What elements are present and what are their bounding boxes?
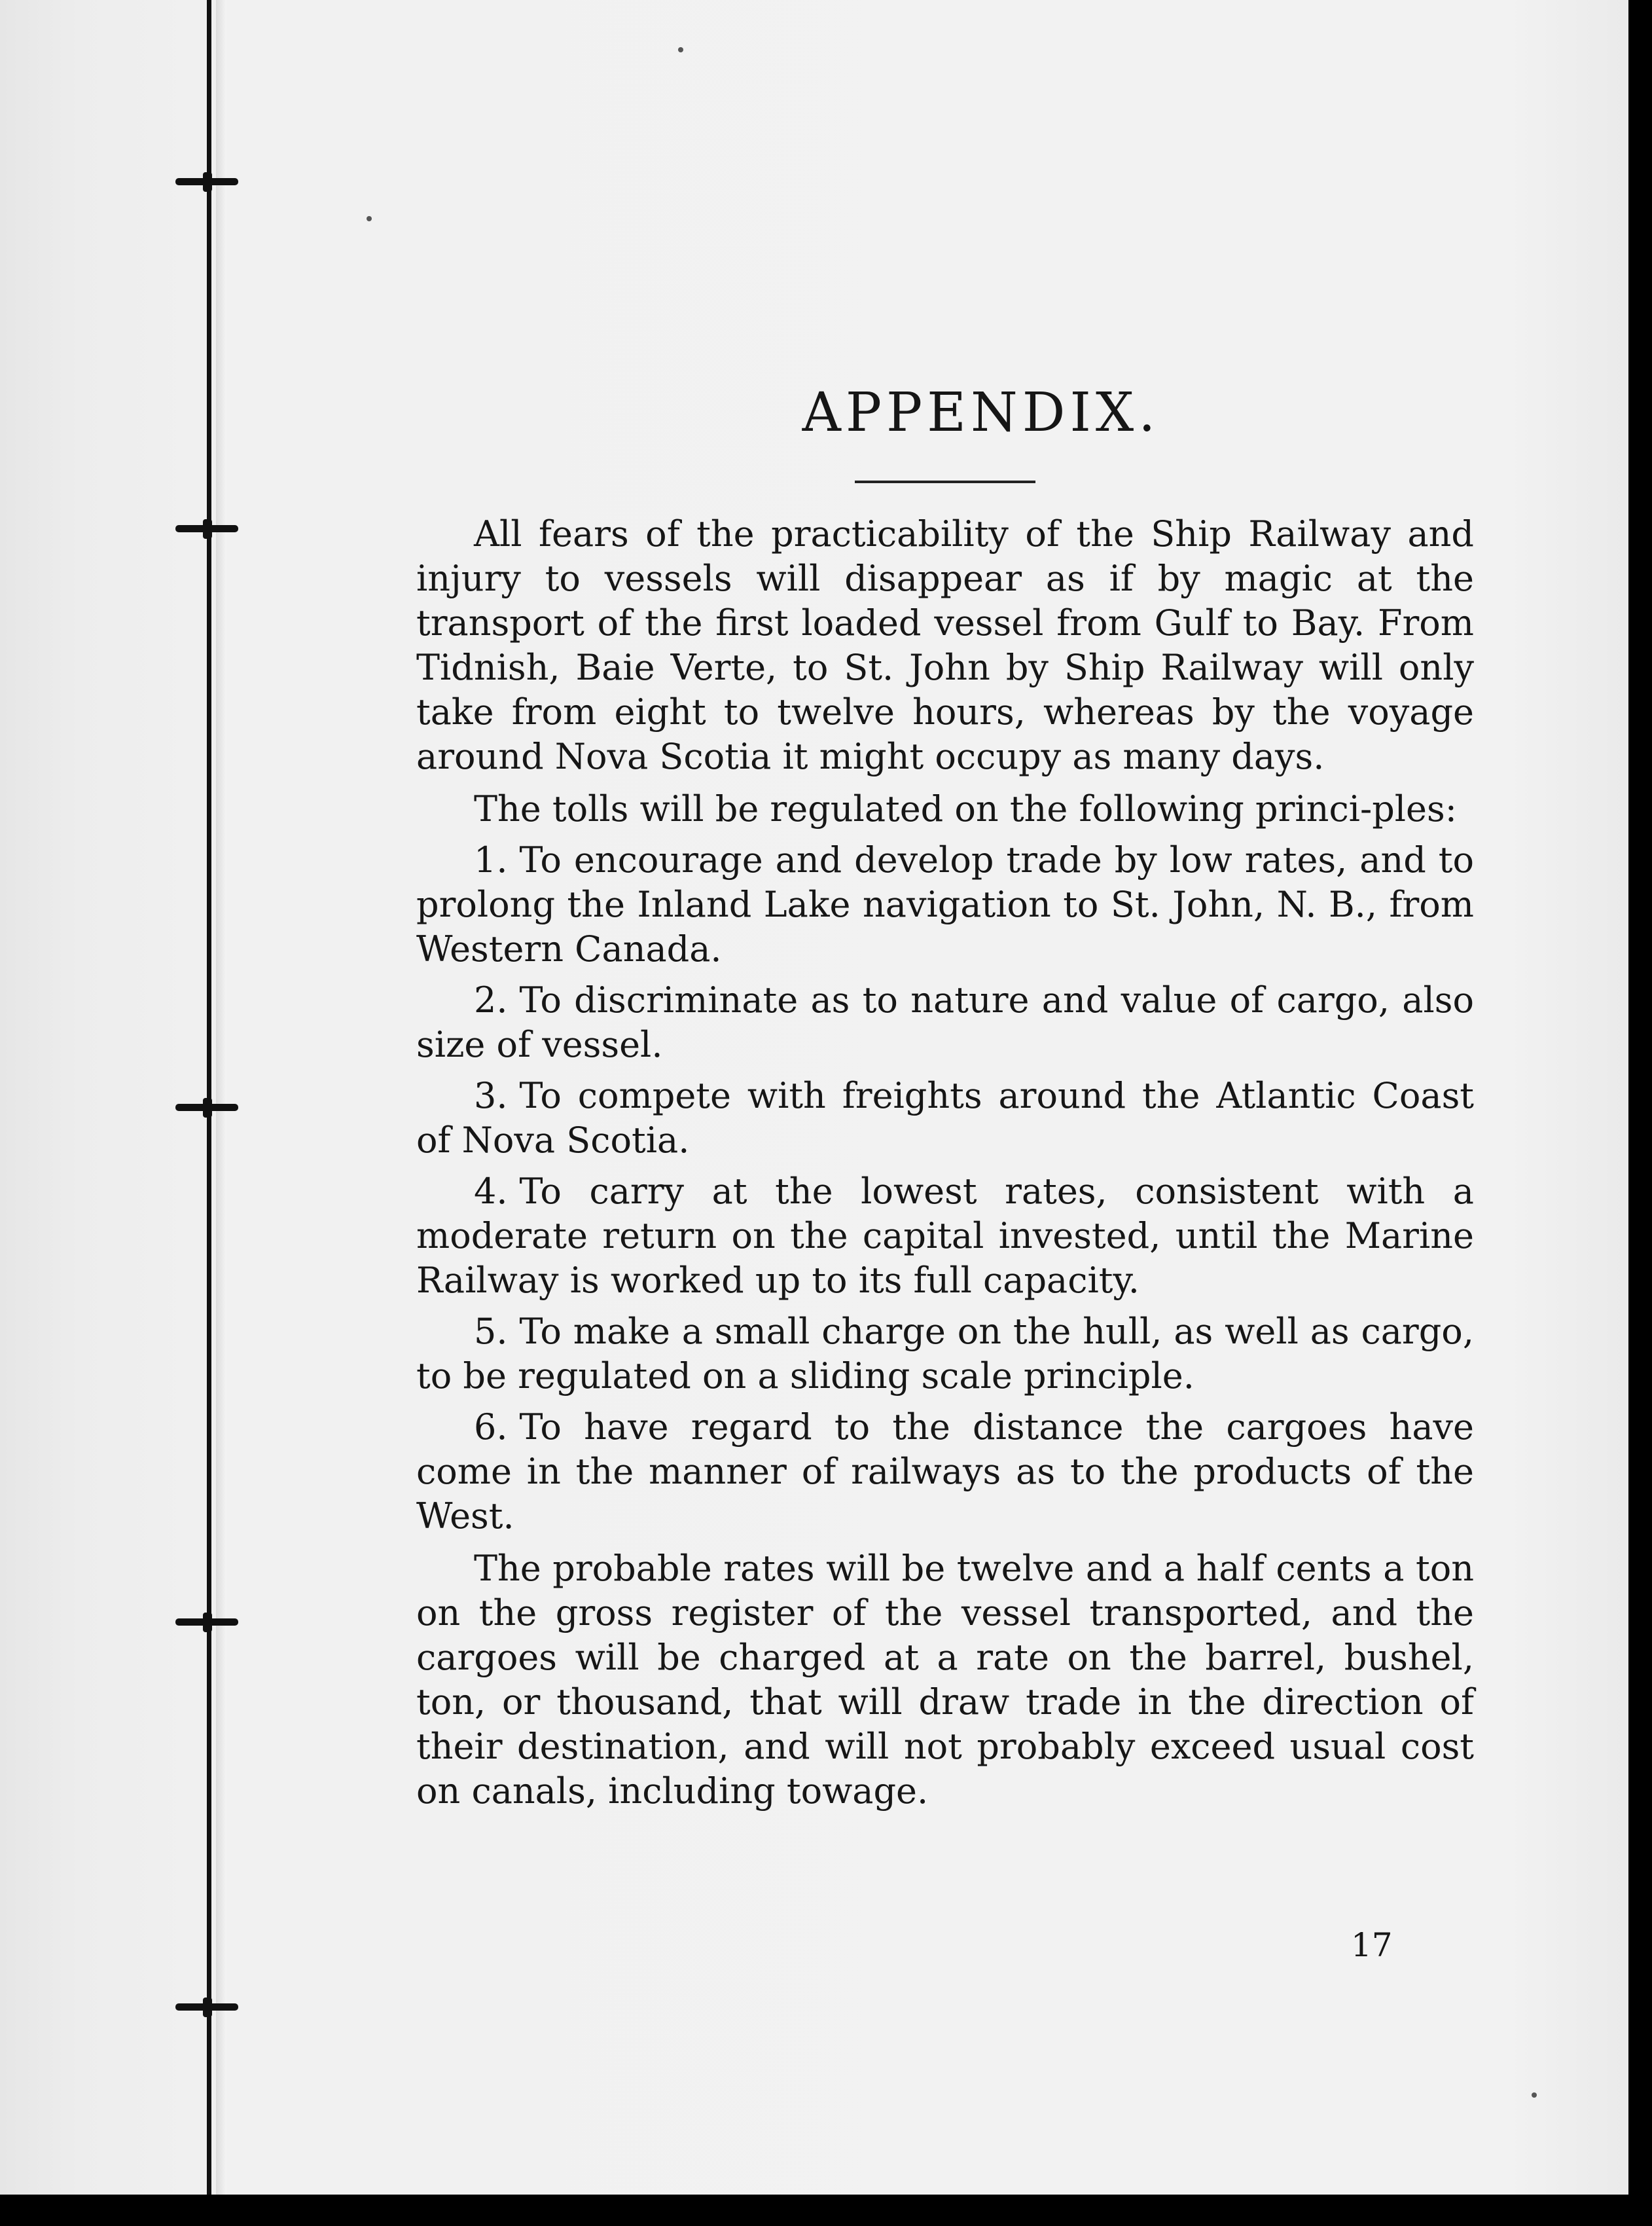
page-text [416,382,1474,1814]
principle-item [416,978,1474,1067]
principle-text: To discriminate as to nature and value of cargo, also size of vessel. [416,979,1474,1065]
principle-number: 2. [474,979,508,1021]
spine-line [207,0,211,2195]
binding-stitch [175,525,238,532]
page-number: 17 [1351,1926,1393,1964]
principle-number: 1. [474,839,508,881]
binding-stitch [175,178,238,185]
principle-item [416,1309,1474,1398]
tolls-intro-paragraph: The tolls will be regulated on the following princi-ples: [474,788,1457,830]
principle-item [416,1074,1474,1163]
principle-text: To carry at the lowest rates, consistent with a moderate return on the capital invested, until the Marine Railway is worked up to its full capacity. [416,1171,1474,1301]
principle-text: To compete with freights around the Atlantic Coast of Nova Scotia. [416,1075,1474,1161]
principle-text: To have regard to the distance the cargoes have come in the manner of railways as to the products of the West. [416,1406,1474,1537]
paper-speck [367,216,372,221]
principle-text: To make a small charge on the hull, as well as cargo, to be regulated on a sliding scale principle. [416,1311,1474,1396]
closing-paragraph: The probable rates will be twelve and a half cents a ton on the gross register of the vessel transported, and the cargoes will be charged at a rate on the barrel, bushel, ton, or thousand, that will draw trade in the direction of their destination, and will not probably exceed usual cost on canals, including towage. [416,1548,1474,1812]
title-rule [855,481,1035,483]
principle-item [416,1405,1474,1539]
principle-number: 3. [474,1075,508,1116]
principle-number: 4. [474,1171,508,1212]
page-title: APPENDIX. [802,382,1160,444]
paper-speck [678,47,683,52]
opening-paragraph: All fears of the practicability of the Ship Railway and injury to vessels will disappear as if by magic at the transport of the first loaded vessel from Gulf to Bay. From Tidnish, Baie Verte, to St. John by Ship Railway will only take from eight to twelve hours, whereas by the voyage around Nova Scotia it might occupy as many days. [416,513,1474,777]
principle-number: 5. [474,1311,508,1352]
principle-number: 6. [474,1406,508,1448]
binding-stitch [175,1104,238,1111]
principle-text: To encourage and develop trade by low rates, and to prolong the Inland Lake navigation to St. John, N. B., from Western Canada. [416,839,1474,970]
binding-stitch [175,2003,238,2011]
paper-speck [1532,2092,1537,2098]
binding-stitch [175,1618,238,1626]
binding-edge [216,0,226,2195]
principle-item [416,838,1474,972]
principle-item [416,1169,1474,1303]
